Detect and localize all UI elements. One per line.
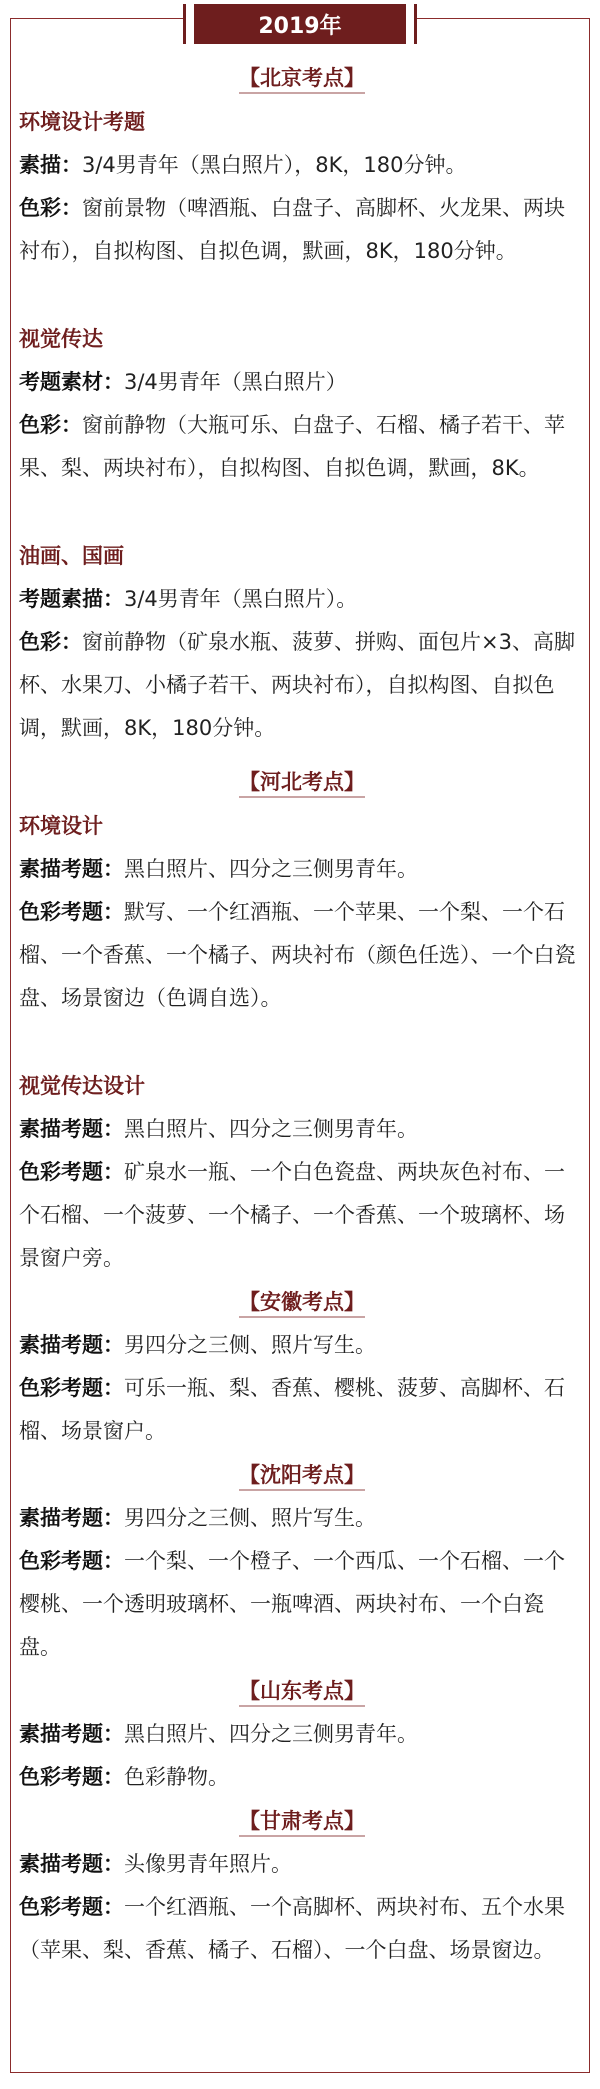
color-item: 色彩考题：一个梨、一个橙子、一个西瓜、一个石榴、一个樱桃、一个透明玻璃杯、一瓶啤酒、两块衬布、一个白瓷盘。 [19, 1549, 565, 1659]
color-item: 色彩：窗前景物（啤酒瓶、白盘子、高脚杯、火龙果、两块衬布），自拟构图、自拟色调，默画，8K，180分钟。 [19, 196, 565, 263]
color-item: 色彩考题：色彩静物。 [19, 1765, 229, 1789]
major-heading: 环境设计 [19, 814, 103, 838]
sketch-item: 素描考题：黑白照片、四分之三侧男青年。 [19, 857, 418, 881]
year-badge: 2019年 [194, 4, 406, 44]
major-heading: 油画、国画 [19, 544, 124, 568]
color-item: 色彩考题：一个红酒瓶、一个高脚杯、两块衬布、五个水果（苹果、梨、香蕉、橘子、石榴）、一个白盘、场景窗边。 [19, 1895, 565, 1962]
sketch-item: 素描考题：男四分之三侧、照片写生。 [19, 1333, 376, 1357]
sketch-item: 素描：3/4男青年（黑白照片），8K，180分钟。 [19, 153, 467, 177]
region-title-shenyang: 【沈阳考点】 [19, 1453, 585, 1497]
color-item: 色彩：窗前静物（矿泉水瓶、菠萝、拼购、面包片×3、高脚杯、水果刀、小橘子若干、两块衬布），自拟构图、自拟色调，默画，8K，180分钟。 [19, 630, 575, 740]
region-title-hebei: 【河北考点】 [19, 760, 585, 804]
region-title-gansu: 【甘肃考点】 [19, 1799, 585, 1843]
sketch-item: 素描考题：头像男青年照片。 [19, 1852, 292, 1876]
region-title-anhui: 【安徽考点】 [19, 1280, 585, 1324]
sketch-item: 素描考题：黑白照片、四分之三侧男青年。 [19, 1117, 418, 1141]
major-heading: 视觉传达 [19, 327, 103, 351]
color-item: 色彩考题：可乐一瓶、梨、香蕉、樱桃、菠萝、高脚杯、石榴、场景窗户。 [19, 1376, 565, 1443]
year-bar-left [183, 4, 186, 44]
color-item: 色彩考题：默写、一个红酒瓶、一个苹果、一个梨、一个石榴、一个香蕉、一个橘子、两块衬布（颜色任选）、一个白瓷盘、场景窗边（色调自选）。 [19, 900, 576, 1010]
region-title-beijing: 【北京考点】 [19, 56, 585, 100]
sketch-item: 素描考题：黑白照片、四分之三侧男青年。 [19, 1722, 418, 1746]
major-heading: 视觉传达设计 [19, 1074, 145, 1098]
region-title-shandong: 【山东考点】 [19, 1669, 585, 1713]
sketch-item: 素描考题：男四分之三侧、照片写生。 [19, 1506, 376, 1530]
major-heading: 环境设计考题 [19, 110, 145, 134]
color-item: 色彩考题：矿泉水一瓶、一个白色瓷盘、两块灰色衬布、一个石榴、一个菠萝、一个橘子、一个香蕉、一个玻璃杯、场景窗户旁。 [19, 1160, 565, 1270]
exam-content [19, 56, 585, 1972]
year-bar-right [414, 4, 417, 44]
color-item: 色彩：窗前静物（大瓶可乐、白盘子、石榴、橘子若干、苹果、梨、两块衬布），自拟构图、自拟色调，默画，8K。 [19, 413, 565, 480]
material-item: 考题素材：3/4男青年（黑白照片） [19, 370, 347, 394]
sketch-item: 考题素描：3/4男青年（黑白照片）。 [19, 587, 358, 611]
